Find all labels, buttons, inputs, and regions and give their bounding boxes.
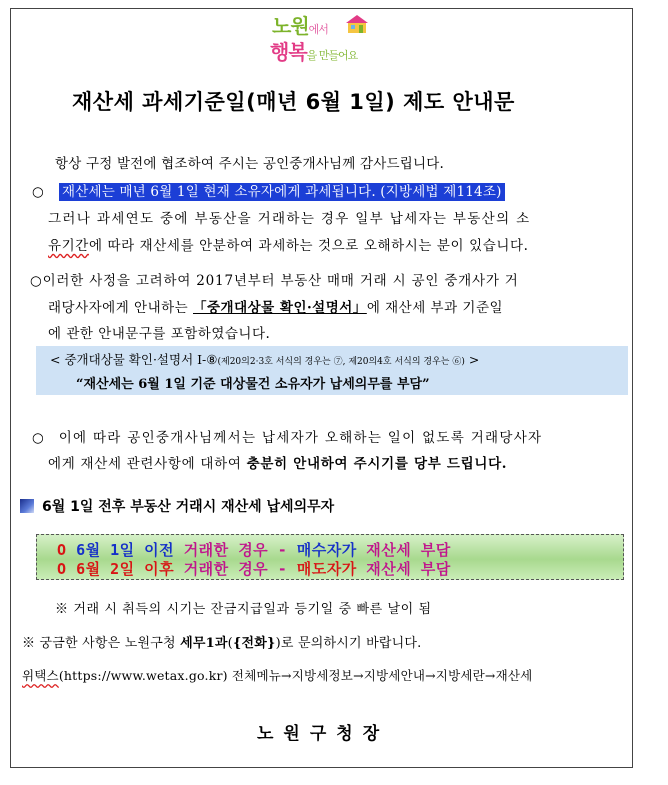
department-name: 세무1과: [180, 636, 228, 651]
row-date: 6월 1일 이전: [76, 541, 175, 559]
summary-row-before: [57, 539, 451, 560]
logo-text-nowon: 노원: [272, 14, 309, 38]
row-condition: 거래한 경우 -: [183, 541, 288, 559]
logo-text-haengbok: 행복: [270, 40, 307, 64]
house-icon: [344, 14, 370, 34]
issuer-signature: 노원구청장: [257, 724, 390, 744]
taxpayer-summary-box: [36, 534, 624, 580]
row-tax: 재산세 부담: [366, 560, 451, 578]
logo-text-mandeuleoyo: 을 만들어요: [306, 49, 358, 62]
paragraph-2-line-3: 에 관한 안내문구를 포함하였습니다.: [48, 326, 271, 342]
highlighted-notice: 재산세는 매년 6월 1일 현재 소유자에게 과세됩니다. (지방세법 제114조): [59, 183, 505, 201]
contact-text-end: )로 문의하시기 바랍니다.: [275, 636, 422, 651]
summary-row-after: [57, 558, 451, 579]
paragraph-3-line-1-text: 이에 따라 공인중개사님께서는 납세자가 오해하는 일이 없도록 거래당사자: [58, 430, 543, 446]
paragraph-2-line-2: [48, 296, 503, 316]
bullet-circle: ○: [30, 273, 43, 289]
paragraph-3-line-2a: 에게 재산세 관련사항에 대하여: [48, 456, 247, 472]
underlined-term: 유기간: [48, 238, 89, 254]
form-reference: [50, 350, 479, 368]
paragraph-3-emphasis: 충분히 안내하여 주시기를 당부 드립니다.: [246, 456, 508, 472]
form-notice-box: [36, 346, 628, 395]
section-heading: [20, 496, 334, 516]
paragraph-3-line-1: [32, 426, 542, 446]
row-payer: 매도자가: [296, 560, 357, 578]
logo-text-eseo: 에서: [308, 23, 328, 36]
row-tax: 재산세 부담: [366, 541, 451, 559]
logo-line-1: [272, 10, 328, 39]
form-reference-end: >: [464, 352, 480, 367]
paragraph-1-line-2: 그러나 과세연도 중에 부동산을 거래하는 경우 일부 납세자는 부동산의 소: [48, 211, 531, 227]
form-quote: “재산세는 6월 1일 기준 대상물건 소유자가 납세의무를 부담”: [76, 377, 430, 392]
row-marker: O: [57, 541, 67, 559]
document-title: 재산세 과세기준일(매년 6월 1일) 제도 안내문: [72, 90, 515, 114]
bullet-circle: ○: [32, 184, 44, 200]
form-name: 「중개대상물 확인·설명서」: [193, 300, 367, 316]
contact-text: ※ 궁금한 사항은 노원구청: [22, 636, 181, 651]
contact-line: [22, 632, 421, 651]
form-reference-main: < 중개대상물 확인·설명서 Ⅰ-⑧: [50, 352, 218, 367]
paragraph-1-line-1: [32, 180, 505, 200]
paragraph-2-line-1: [30, 269, 519, 289]
paragraph-1-line-3: [48, 234, 529, 254]
bullet-circle: ○: [32, 430, 46, 446]
phone-placeholder: {전화}: [232, 636, 276, 651]
wetax-path: (https://www.wetax.go.kr) 전체메뉴→지방세정보→지방세안내→지방세란→재산세: [58, 668, 533, 683]
section-title: 6월 1일 전후 부동산 거래시 재산세 납세의무자: [42, 499, 335, 515]
paragraph-1-line-3-rest: 에 따라 재산세를 안분하여 과세하는 것으로 오해하시는 분이 있습니다.: [88, 238, 529, 254]
logo-line-2: [270, 36, 357, 65]
paragraph-2-line-2a: 래당사자에게 안내하는: [48, 300, 193, 316]
paragraph-2-line-1-text: 이러한 사정을 고려하여 2017년부터 부동산 매매 거래 시 공인 중개사가 거: [42, 273, 519, 289]
row-date: 6월 2일 이후: [76, 560, 175, 578]
intro-text: 항상 구정 발전에 협조하여 주시는 공인중개사님께 감사드립니다.: [55, 156, 444, 172]
wetax-line: [22, 666, 532, 684]
form-reference-note: (제20의2·3호 서식의 경우는 ⑦, 제20의4호 서식의 경우는 ⑥): [217, 357, 465, 367]
contact-paren-open: (: [227, 636, 233, 651]
acquisition-note: ※ 거래 시 취득의 시기는 잔금지급일과 등기일 중 빠른 날이 됨: [55, 602, 432, 617]
row-payer: 매수자가: [296, 541, 357, 559]
row-marker: O: [57, 560, 67, 578]
wetax-name: 위택스: [22, 668, 59, 683]
paragraph-2-line-2c: 에 재산세 부과 기준일: [366, 300, 504, 316]
paragraph-3-line-2: [48, 452, 507, 472]
nowon-logo: [268, 10, 388, 70]
row-condition: 거래한 경우 -: [183, 560, 288, 578]
section-square-icon: [20, 499, 34, 513]
